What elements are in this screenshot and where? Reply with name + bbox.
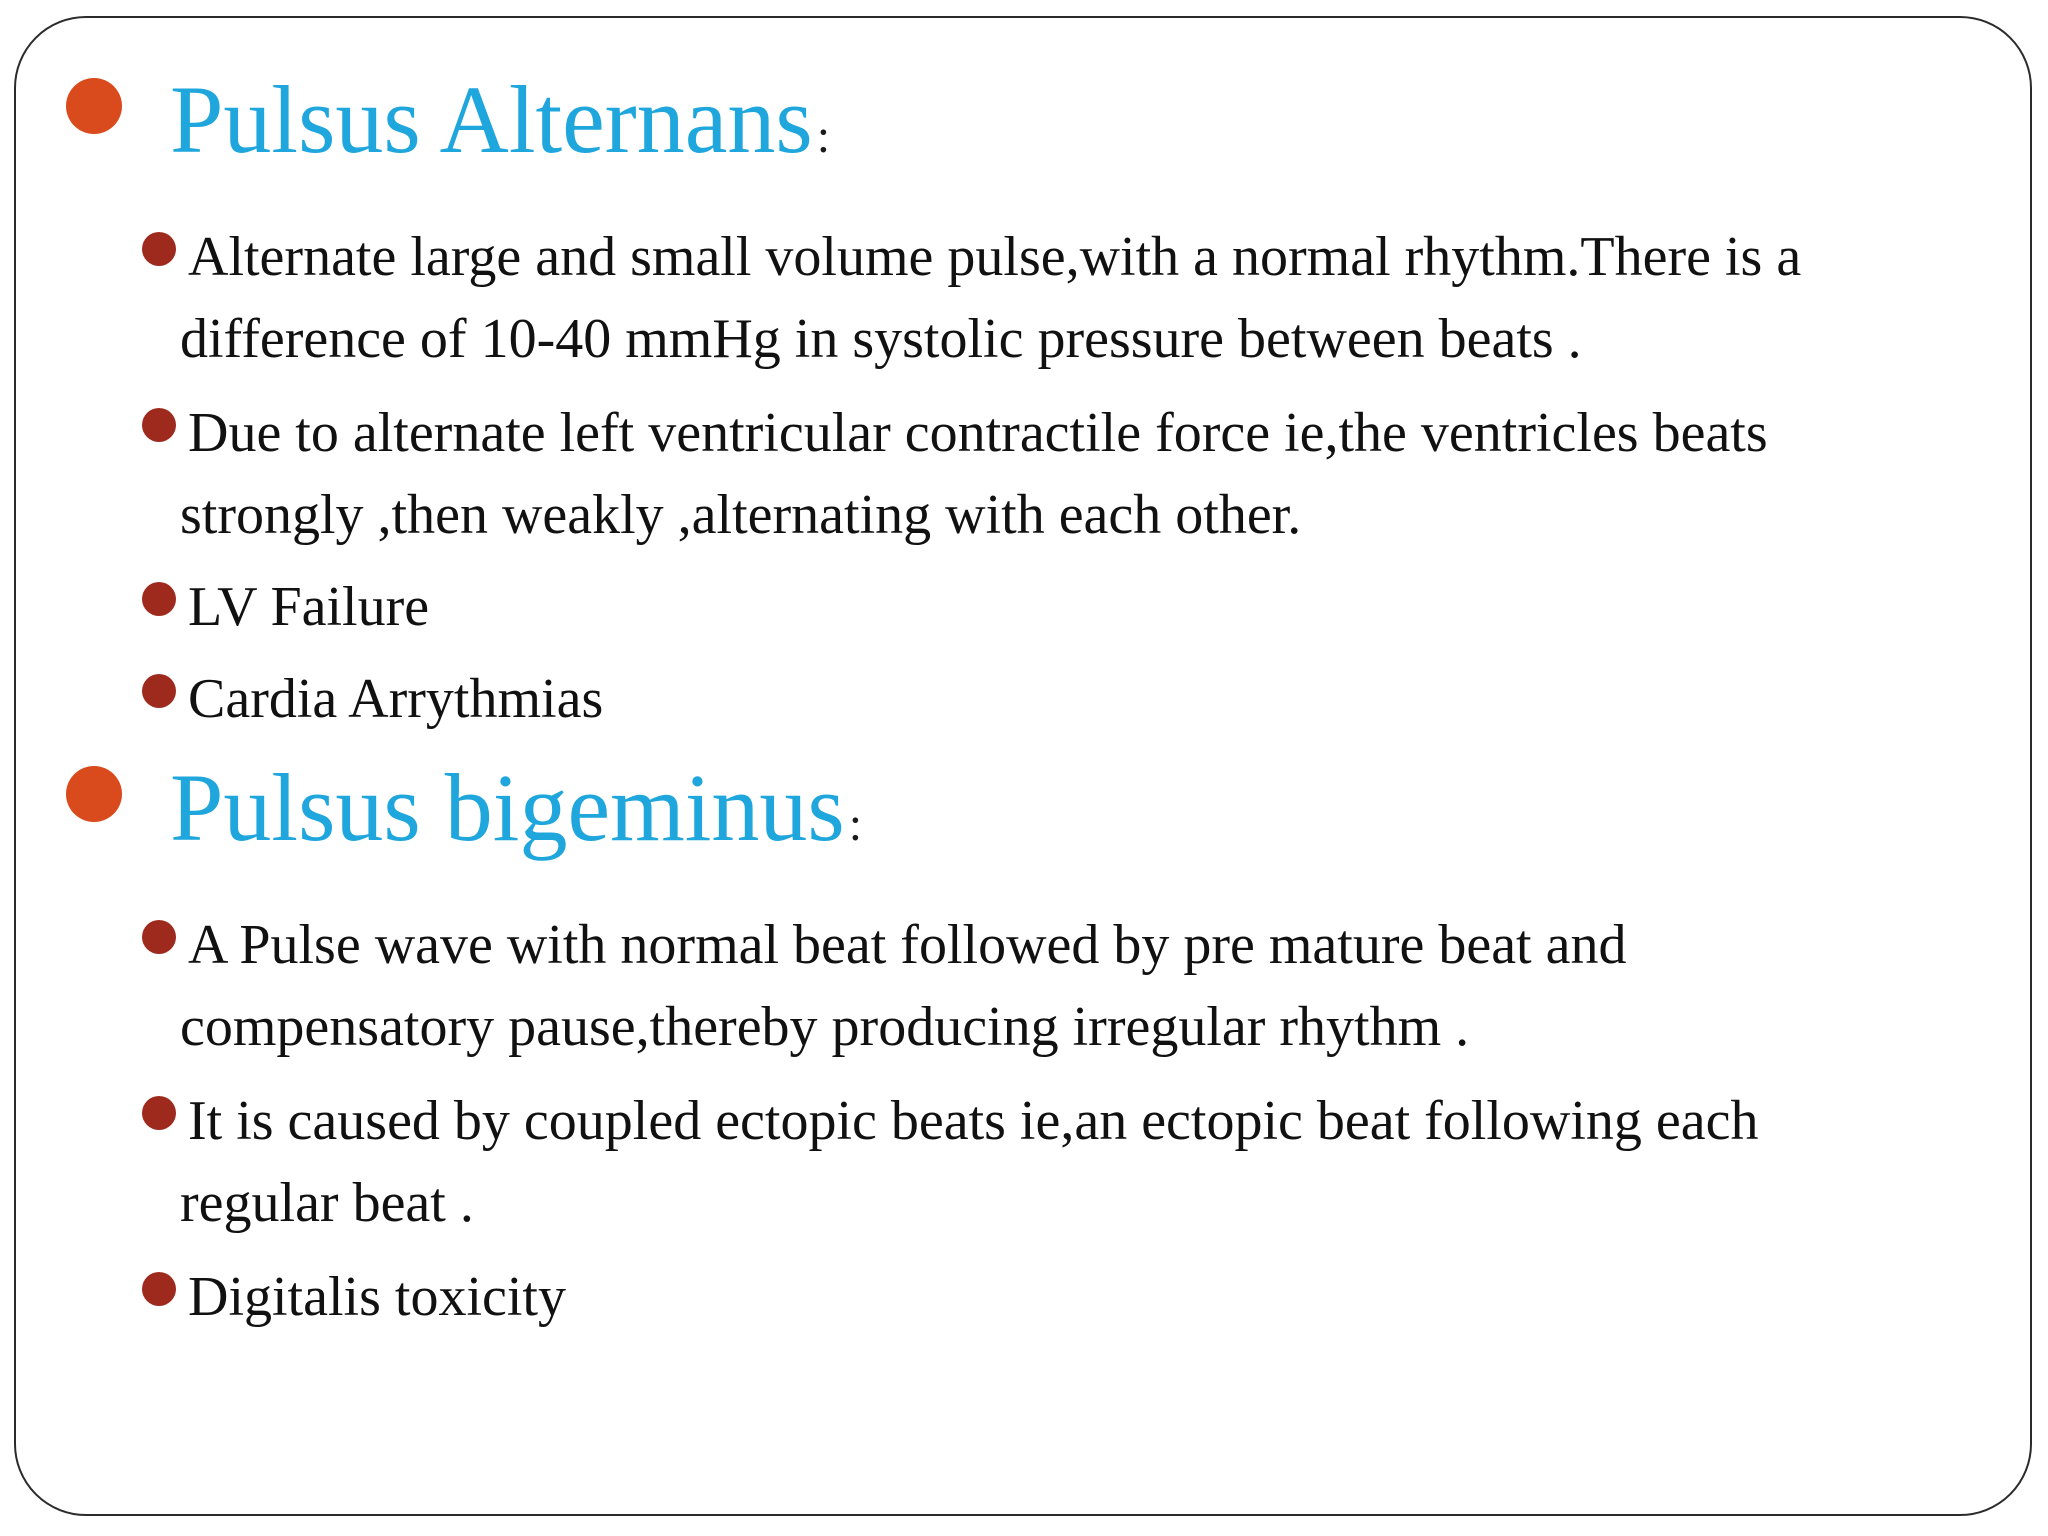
list-item [142,1264,2002,1338]
item-bullet-icon [142,674,176,708]
item-bullet-icon [142,408,176,442]
section-bullet-icon [66,78,122,134]
item-line-2: compensatory pause,thereby producing irregular rhythm . [180,996,1470,1058]
item-line-1: Cardia Arrythmias [188,668,604,730]
item-text [188,566,429,648]
section-heading-pulsus-alternans [66,66,831,173]
item-text [188,658,603,740]
list-item [142,1088,2002,1244]
item-line-1: Due to alternate left ventricular contractile force ie,the ventricles beats [188,402,1768,464]
section-title-colon: : [816,110,831,163]
slide-content [16,18,2030,1514]
item-text [180,1080,1759,1244]
section-title-text: Pulsus bigeminus [170,754,845,861]
section-heading-pulsus-bigeminus [66,754,863,861]
item-bullet-icon [142,582,176,616]
slide [14,16,2032,1516]
section-title [170,66,831,173]
section-title-text: Pulsus Alternans [170,66,813,173]
section-title [170,754,863,861]
item-text [180,216,1802,380]
item-text [180,392,1768,556]
item-bullet-icon [142,232,176,266]
list-item [142,912,2002,1068]
item-bullet-icon [142,1272,176,1306]
list-item [142,574,2002,648]
item-line-2: difference of 10-40 mmHg in systolic pressure between beats . [180,308,1582,370]
item-text [180,904,1627,1068]
list-item [142,666,2002,740]
item-line-2: regular beat . [180,1172,474,1234]
item-line-1: Digitalis toxicity [188,1266,566,1328]
item-bullet-icon [142,920,176,954]
item-line-2: strongly ,then weakly ,alternating with each other. [180,484,1302,546]
item-line-1: It is caused by coupled ectopic beats ie,an ectopic beat following each [188,1090,1759,1152]
list-item [142,224,2002,380]
section-title-colon: : [848,798,863,851]
item-line-1: A Pulse wave with normal beat followed by pre mature beat and [188,914,1627,976]
item-bullet-icon [142,1096,176,1130]
item-text [188,1256,566,1338]
list-item [142,400,2002,556]
section-bullet-icon [66,766,122,822]
item-line-1: Alternate large and small volume pulse,with a normal rhythm.There is a [188,226,1802,288]
item-line-1: LV Failure [188,576,430,638]
